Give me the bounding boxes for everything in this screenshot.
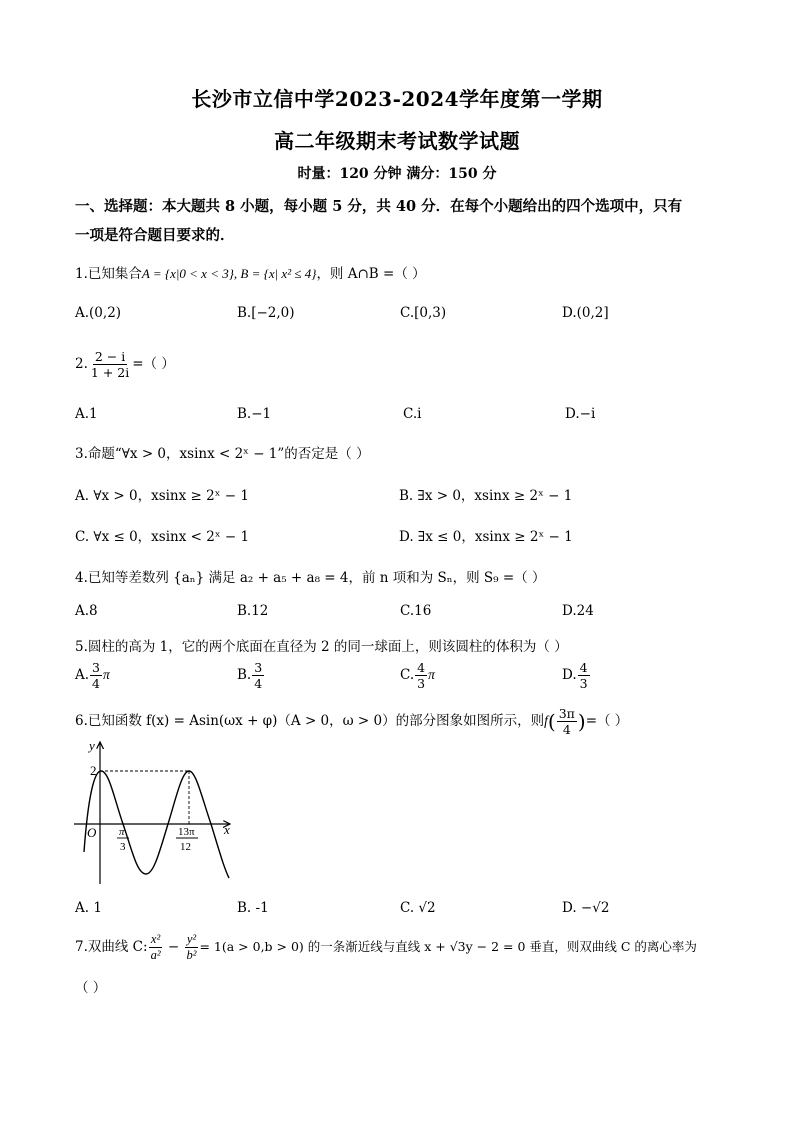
question-6-stem: 6.已知函数 f(x) = Asin(ωx + φ)（A > 0，ω > 0）的部分图象如图所示，则f( $\frac{3\pi}{4}$ )=（ ） <box>75 706 629 737</box>
question-7-stem: 7.双曲线 C: $\frac{\text{x²}}{\text{a²}}$ − $\frac{\text{y²}}{\text{b²}}$ = 1(a > 0,b > 0) 的一条渐近线与直线 x + √3y − 2 = 0 垂直，则双曲线 C 的离心率为 <box>75 932 697 962</box>
section-heading-line1: 一、选择题：本大题共 8 小题，每小题 5 分，共 40 分．在每个小题给出的四个选项中，只有 <box>75 198 683 215</box>
question-5-option-d[interactable] <box>562 660 591 691</box>
question-2-option-d[interactable]: D.−i <box>565 406 596 422</box>
question-1-math: A = {x|0 < x < 3}, B = {x| x² ≤ 4} <box>141 266 317 281</box>
question-7-answer-paren: （ ） <box>75 980 107 996</box>
question-4-stem: 4.已知等差数列 {aₙ} 满足 a₂ + a₅ + a₈ = 4，前 n 项和为 Sₙ，则 S₉ =（ ） <box>75 570 546 586</box>
question-1-option-d[interactable]: D.(0,2] <box>562 305 609 321</box>
option-fraction: $\frac{3}{4}$ <box>254 660 263 691</box>
question-2-numerator: 2 − i <box>94 349 126 364</box>
question-6-option-c[interactable]: C. √2 <box>400 900 436 916</box>
question-1-tail: ，则 A∩B =（ ） <box>316 266 426 282</box>
question-6-option-a[interactable]: A. 1 <box>75 900 102 916</box>
question-7-y-fraction: $\frac{\text{y²}}{\text{b²}}$ <box>186 932 197 962</box>
option-label: B. <box>237 667 252 683</box>
page-title-line1: 长沙市立信中学2023-2024学年度第一学期 <box>191 87 603 111</box>
graph-x-tick-13pi-over-12-num: 13π <box>178 826 195 838</box>
question-2-fraction <box>89 349 131 380</box>
question-3-option-d[interactable]: D. ∃x ≤ 0，xsinx ≥ 2ˣ − 1 <box>399 529 573 545</box>
question-5-option-c[interactable]: C. $\frac{4}{3}$ π <box>400 660 435 691</box>
question-2-option-c[interactable]: C.i <box>403 406 422 422</box>
question-2-option-b[interactable]: B.−1 <box>237 406 272 422</box>
question-2-denominator: 1 + 2i <box>90 365 130 380</box>
question-5-option-b[interactable] <box>237 660 265 691</box>
question-3-option-c[interactable]: C. ∀x ≤ 0，xsinx < 2ˣ − 1 <box>75 529 250 545</box>
question-6-sine-graph <box>74 738 254 888</box>
question-4-option-b[interactable]: B.12 <box>237 603 269 619</box>
exam-time-info: 时量：120 分钟 满分：150 分 <box>297 166 497 182</box>
question-4-option-d[interactable]: D.24 <box>562 603 594 619</box>
graph-y-tick-2: 2 <box>90 763 97 778</box>
question-3-option-a[interactable]: A. ∀x > 0，xsinx ≥ 2ˣ − 1 <box>75 488 249 504</box>
question-4-option-a[interactable]: A.8 <box>75 603 98 619</box>
question-6-option-b[interactable]: B. -1 <box>237 900 269 916</box>
question-2-stem <box>75 349 175 380</box>
question-7-text-b: = 1(a > 0,b > 0) 的一条渐近线与直线 x + √3y − 2 = 0 垂直，则双曲线 C 的离心率为 <box>199 939 697 954</box>
option-fraction: $\frac{4}{3}$ <box>417 660 426 691</box>
graph-origin-label: O <box>87 825 97 840</box>
question-5-option-a[interactable]: A. $\frac{3}{4}$ π <box>75 660 110 691</box>
graph-x-tick-13pi-over-12-den: 12 <box>180 841 191 853</box>
option-label: A. <box>75 667 90 683</box>
question-2-option-a[interactable]: A.1 <box>75 406 98 422</box>
question-2-tail: =（ ） <box>132 356 175 372</box>
question-3-option-b[interactable]: B. ∃x > 0，xsinx ≥ 2ˣ − 1 <box>399 488 573 504</box>
option-fraction: $\frac{3}{4}$ <box>92 660 100 691</box>
graph-x-label: x <box>224 822 230 837</box>
option-label: D. <box>562 667 577 683</box>
question-6-fraction: $\frac{3\pi}{4}$ <box>558 706 575 737</box>
option-fraction: $\frac{4}{3}$ <box>579 660 588 691</box>
graph-x-tick-pi-over-3-num: π <box>119 826 125 838</box>
question-4-option-c[interactable]: C.16 <box>400 603 432 619</box>
question-1-number: 1.已知集合 <box>75 266 142 282</box>
question-1-option-b[interactable]: B.[−2,0) <box>237 305 295 321</box>
option-label: C. <box>400 667 415 683</box>
question-6-tail: =（ ） <box>585 713 629 729</box>
question-3-stem: 3.命题“∀x > 0，xsinx < 2ˣ − 1”的否定是（ ） <box>75 446 370 462</box>
question-1-stem <box>75 262 426 282</box>
graph-y-label: y <box>89 738 95 753</box>
question-1-option-a[interactable]: A.(0,2) <box>75 305 122 321</box>
question-6-option-d[interactable]: D. −√2 <box>562 900 610 916</box>
question-1-option-c[interactable]: C.[0,3) <box>400 305 447 321</box>
question-6-f: f <box>544 713 548 728</box>
question-2-number: 2. <box>75 356 88 372</box>
question-7-x-fraction: $\frac{\text{x²}}{\text{a²}}$ <box>150 932 161 962</box>
page-title-line2: 高二年级期末考试数学试题 <box>274 129 520 153</box>
question-5-stem: 5.圆柱的高为 1，它的两个底面在直径为 2 的同一球面上，则该圆柱的体积为（ ） <box>75 639 568 655</box>
graph-x-tick-pi-over-3-den: 3 <box>120 841 126 853</box>
section-heading-line2: 一项是符合题目要求的． <box>75 227 235 244</box>
question-6-text: 6.已知函数 f(x) = Asin(ωx + φ)（A > 0，ω > 0）的部分图象如图所示，则 <box>75 713 545 729</box>
question-7-text-a: 7.双曲线 C: <box>75 939 148 955</box>
